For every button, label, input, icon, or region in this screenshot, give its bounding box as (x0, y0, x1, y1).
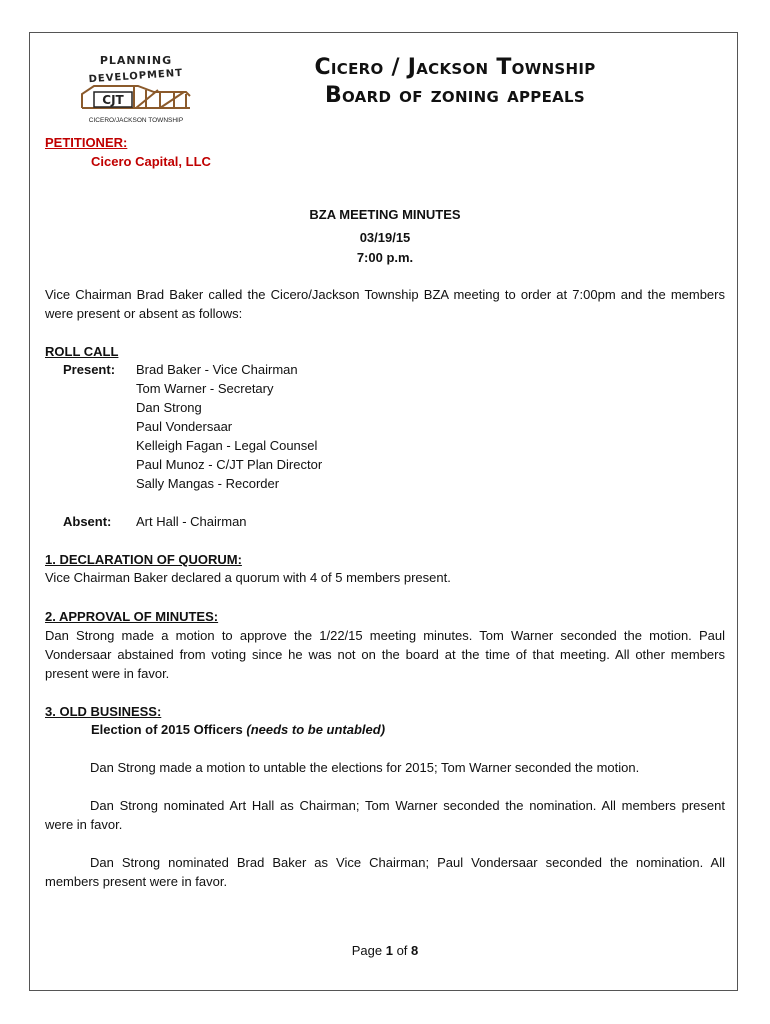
meeting-date: 03/19/15 (359, 230, 411, 245)
logo-line2: DEVELOPMENT (88, 67, 184, 86)
absent-label: Absent: (63, 514, 112, 529)
page-footer (0, 941, 770, 960)
quorum-heading: 1. DECLARATION OF QUORUM: (45, 552, 242, 567)
election-note: (needs to be untabled) (246, 722, 386, 737)
present-label: Present: (63, 362, 116, 377)
minutes-text: Dan Strong made a motion to approve the 1/22/15 meeting minutes. Tom Warner seconded the motion. Paul Vondersaar abstained from voting since he was not on the board at the time of that meeting. All other members present were in favor. (45, 628, 725, 681)
absent-member: Art Hall - Chairman (136, 514, 247, 529)
old-business-heading: 3. OLD BUSINESS: (45, 704, 162, 719)
present-member: Paul Munoz - C/JT Plan Director (136, 457, 323, 472)
present-member: Sally Mangas - Recorder (136, 476, 280, 491)
minutes-heading: 2. APPROVAL OF MINUTES: (45, 609, 219, 624)
document-title (230, 54, 680, 110)
of-word: of (396, 943, 408, 958)
present-member: Dan Strong (136, 400, 202, 415)
petitioner-name: Cicero Capital, LLC (91, 154, 211, 169)
present-member: Paul Vondersaar (136, 419, 233, 434)
logo-caption: CICERO/JACKSON TOWNSHIP (88, 117, 184, 124)
old-business-paragraph-2: Dan Strong nominated Art Hall as Chairman; Tom Warner seconded the nomination. All members present were in favor. (45, 798, 725, 832)
present-member: Brad Baker - Vice Chairman (136, 362, 298, 377)
election-heading (91, 720, 385, 739)
page-word: Page (351, 943, 383, 958)
logo-line1: PLANNING (99, 54, 173, 67)
petitioner-label: PETITIONER: (45, 135, 128, 150)
present-member: Tom Warner - Secretary (136, 381, 274, 396)
page-number: 1 (385, 943, 393, 958)
logo-mark: CJT (102, 93, 124, 107)
election-title: Election of 2015 Officers (91, 722, 243, 737)
title-line1: Cicero / Jackson Township (314, 55, 596, 80)
old-business-paragraph-1: Dan Strong made a motion to untable the elections for 2015; Tom Warner seconded the motion. (90, 760, 640, 775)
title-line2: Board of zoning appeals (324, 83, 586, 108)
present-list (136, 360, 322, 493)
page-total: 8 (411, 943, 419, 958)
intro-paragraph: Vice Chairman Brad Baker called the Cicero/Jackson Township BZA meeting to order at 7:00pm and the members were present or absent as follows: (45, 287, 725, 321)
meeting-time: 7:00 p.m. (356, 250, 414, 265)
present-member: Kelleigh Fagan - Legal Counsel (136, 438, 318, 453)
planning-development-logo (74, 52, 198, 128)
meeting-title: BZA MEETING MINUTES (309, 207, 461, 222)
old-business-paragraph-3: Dan Strong nominated Brad Baker as Vice Chairman; Paul Vondersaar seconded the nomination. All members present were in favor. (45, 855, 725, 889)
roll-call-heading: ROLL CALL (45, 344, 119, 359)
quorum-text: Vice Chairman Baker declared a quorum with 4 of 5 members present. (45, 570, 451, 585)
